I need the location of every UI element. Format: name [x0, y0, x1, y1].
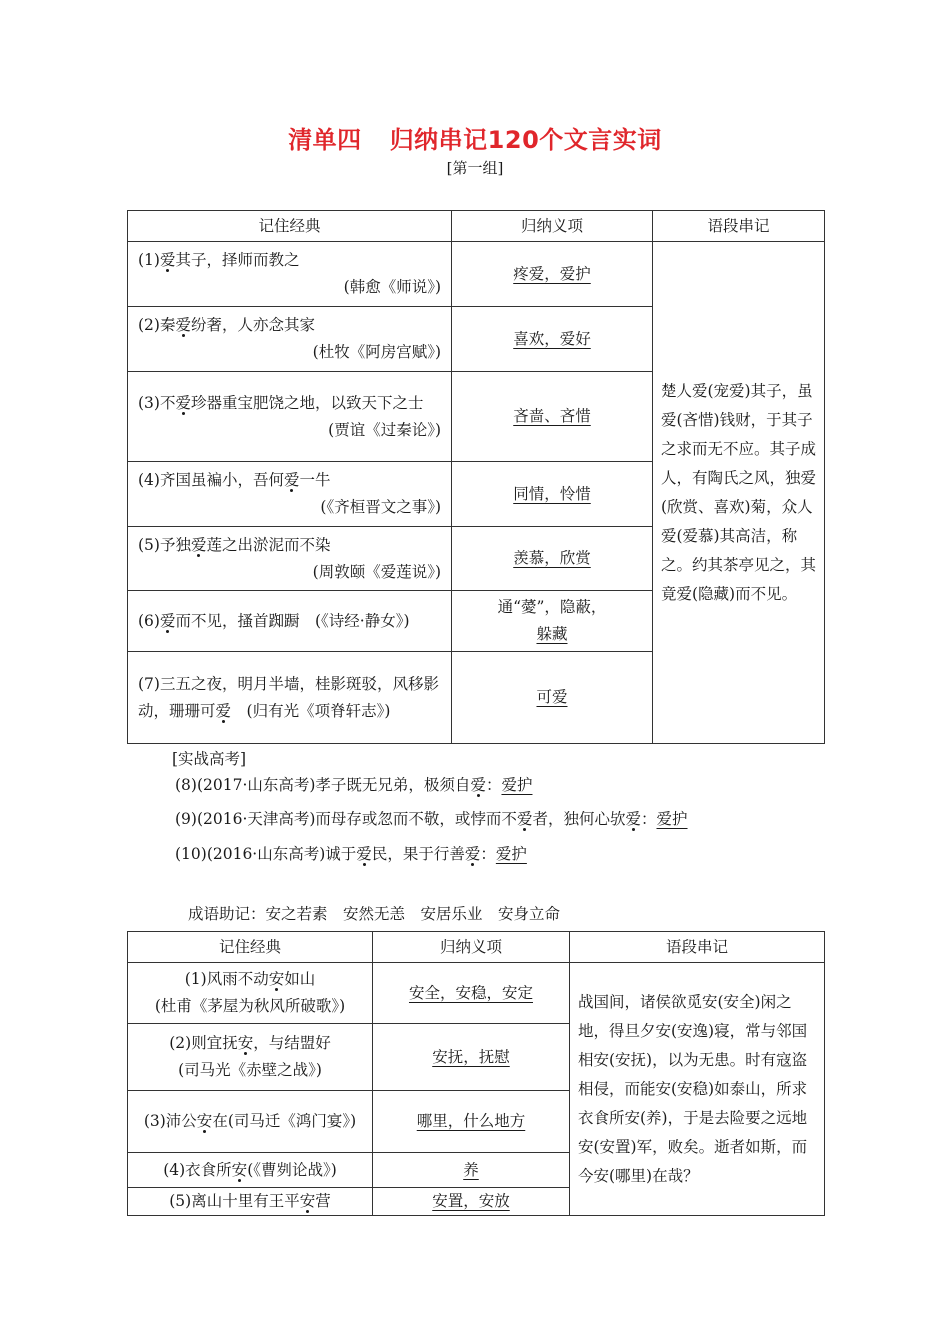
page-title — [0, 120, 950, 155]
classic-cell: (6)爱而不见，搔首踟蹰 (《诗经·静女》) — [128, 591, 452, 652]
classic-cell: (2)则宜抚安，与结盟好 (司马光《赤壁之战》) — [128, 1024, 373, 1091]
header-classic: 记住经典 — [128, 932, 373, 963]
header-story: 语段串记 — [653, 211, 825, 242]
meaning-cell: 安抚，抚慰 — [373, 1024, 570, 1091]
key-word: 安 — [237, 1034, 254, 1052]
key-word: 安 — [299, 1192, 316, 1210]
classic-cell: (2)秦爱纷奢，人亦念其家 (杜牧《阿房宫赋》) — [128, 307, 452, 372]
header-meaning: 归纳义项 — [373, 932, 570, 963]
idiom-hint: 成语助记：安之若素 安然无恙 安居乐业 安身立命 — [188, 905, 561, 923]
meaning-cell: 安置，安放 — [373, 1188, 570, 1216]
meaning-cell: 养 — [373, 1153, 570, 1188]
key-word: 爱 — [159, 251, 176, 269]
title-part2: 归纳串记120个文言实词 — [389, 126, 662, 154]
meaning-cell: 通“薆”，隐蔽， 躲藏 — [452, 591, 653, 652]
source: (韩愈《师说》) — [343, 278, 441, 296]
meaning-cell: 疼爱，爱护 — [452, 242, 653, 307]
classic-cell: (5)离山十里有王平安营 — [128, 1188, 373, 1216]
source: (司马光《赤壁之战》) — [178, 1061, 322, 1079]
meaning-cell: 喜欢，爱好 — [452, 307, 653, 372]
key-word: 安 — [231, 1160, 248, 1179]
key-word: 安 — [196, 1112, 213, 1130]
source: (《齐桓晋文之事》) — [320, 498, 441, 516]
meaning-cell: 羡慕，欣赏 — [452, 527, 653, 591]
meaning-cell: 同情，怜惜 — [452, 462, 653, 527]
table-row — [128, 242, 825, 307]
header-classic: 记住经典 — [128, 211, 452, 242]
table-row — [128, 963, 825, 1024]
meaning-cell: 可爱 — [452, 652, 653, 744]
key-word: 爱 — [190, 535, 207, 554]
practice-heading: [实战高考] — [172, 750, 247, 768]
practice-item: (8)(2017·山东高考)孝子既无兄弟，极须自爱：爱护 — [175, 776, 533, 794]
header-meaning: 归纳义项 — [452, 211, 653, 242]
story-cell: 楚人爱(宠爱)其子，虽爱(吝惜)钱财，于其子之求而无不应。其子成人，有陶氏之风，独爱(欣赏、喜欢)菊，众人爱(爱慕)其高洁，称之。约其茶亭见之，其竟爱(隐藏)而不见。 — [653, 242, 825, 744]
key-word: 爱 — [283, 471, 300, 489]
source: (杜甫《茅屋为秋风所破歌》) — [154, 997, 346, 1015]
table-an — [127, 931, 825, 1216]
key-word: 爱 — [175, 316, 191, 334]
group-subtitle: [第一组] — [446, 159, 504, 177]
classic-cell: (1)风雨不动安如山 (杜甫《茅屋为秋风所破歌》) — [128, 963, 373, 1024]
classic-cell: (4)衣食所安(《曹刿论战》) — [128, 1153, 373, 1188]
key-word: 安 — [268, 970, 285, 988]
table-ai — [127, 210, 825, 744]
title-part1: 清单四 — [288, 126, 362, 154]
classic-cell: (3)不爱珍器重宝肥饶之地，以致天下之士 (贾谊《过秦论》) — [128, 372, 452, 462]
source: (周敦颐《爱莲说》) — [312, 562, 441, 581]
practice-item: (10)(2016·山东高考)诚于爱民，果于行善爱：爱护 — [175, 845, 527, 863]
source: (杜牧《阿房宫赋》) — [312, 343, 441, 361]
classic-cell: (1)爱其子，择师而教之 (韩愈《师说》) — [128, 242, 452, 307]
classic-cell: (3)沛公安在(司马迁《鸿门宴》) — [128, 1091, 373, 1153]
meaning-cell: 吝啬、吝惜 — [452, 372, 653, 462]
meaning-cell: 哪里，什么地方 — [373, 1091, 570, 1153]
practice-item: (9)(2016·天津高考)而母存或忽而不敬，或悖而不爱者，独何心欤爱：爱护 — [175, 810, 688, 828]
classic-cell: (7)三五之夜，明月半墙，桂影斑驳，风移影动，珊珊可爱 (归有光《项脊轩志》) — [128, 652, 452, 744]
header-story: 语段串记 — [570, 932, 825, 963]
key-word: 爱 — [159, 611, 176, 630]
classic-cell: (4)齐国虽褊小，吾何爱一牛 (《齐桓晋文之事》) — [128, 462, 452, 527]
source: (贾谊《过秦论》) — [328, 420, 441, 439]
classic-cell: (5)予独爱莲之出淤泥而不染 (周敦颐《爱莲说》) — [128, 527, 452, 591]
key-word: 爱 — [215, 701, 232, 720]
meaning-cell: 安全，安稳，安定 — [373, 963, 570, 1024]
key-word: 爱 — [175, 393, 191, 412]
story-cell: 战国间，诸侯欲觅安(安全)闲之地，得旦夕安(安逸)寝，常与邻国相安(安抚)，以为无患。时有寇盗相侵，而能安(安稳)如泰山，所求衣食所安(养)，于是去险要之远地安(安置)军，败矣。逝者如斯，而今安(哪里)在哉？ — [570, 963, 825, 1216]
